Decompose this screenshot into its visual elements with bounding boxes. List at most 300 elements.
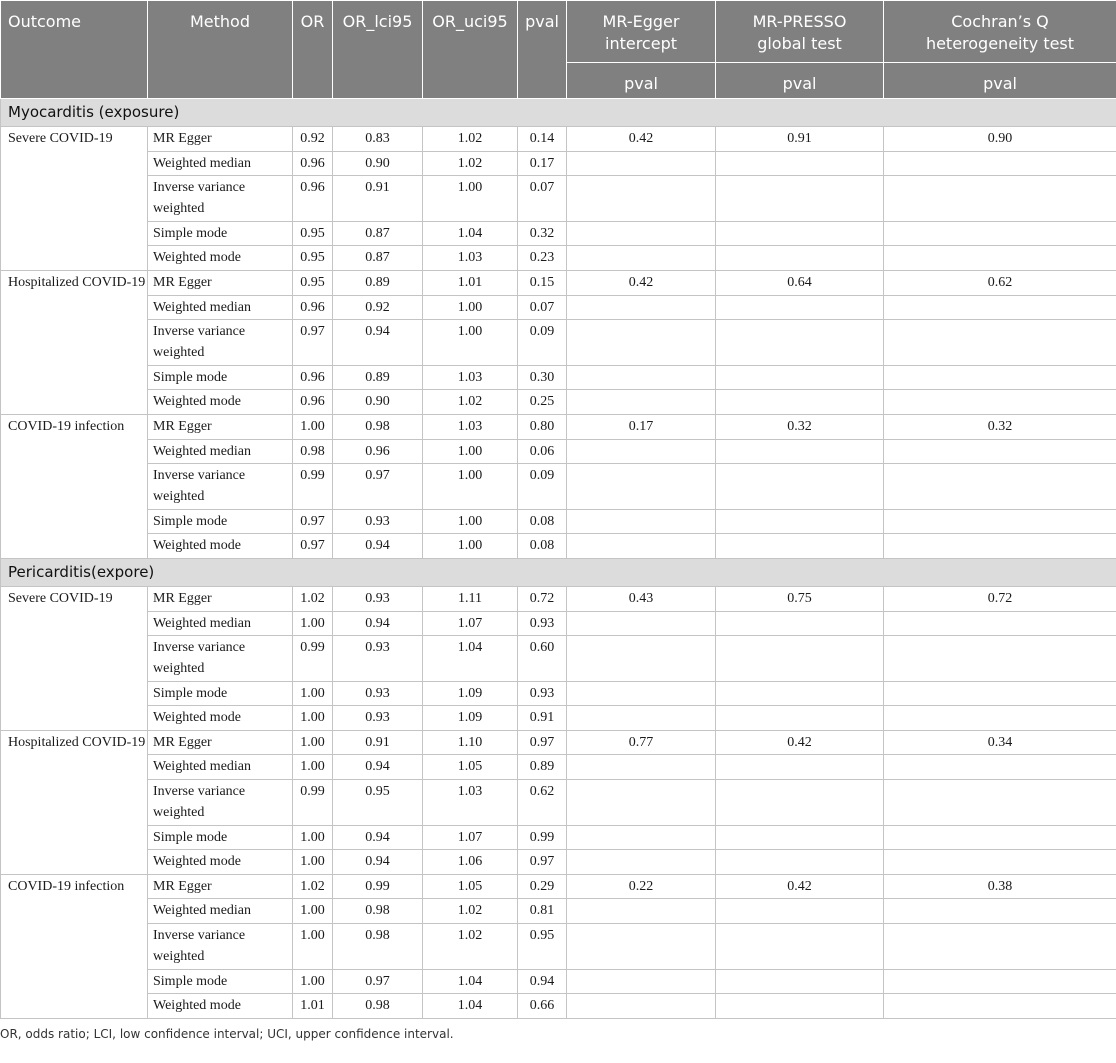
- pval-cell: 0.66: [518, 994, 567, 1019]
- table-row: [1, 899, 1116, 924]
- or-cell: 0.96: [293, 390, 333, 415]
- header-mr-egger-line1: MR-Egger: [602, 12, 680, 31]
- mr-presso-empty-cell: [716, 464, 884, 510]
- mr-egger-empty-cell: [567, 706, 716, 731]
- pval-cell: 0.89: [518, 755, 567, 780]
- or-lci95-cell: 0.98: [333, 994, 423, 1019]
- header-mr-presso-line2: global test: [757, 34, 842, 53]
- mr-egger-empty-cell: [567, 151, 716, 176]
- or-cell: 1.00: [293, 850, 333, 875]
- or-uci95-cell: 1.00: [423, 464, 518, 510]
- or-uci95-cell: 1.10: [423, 730, 518, 755]
- method-cell: Weighted median: [148, 151, 293, 176]
- header-or: OR: [293, 1, 333, 99]
- or-cell: 0.99: [293, 636, 333, 682]
- or-lci95-cell: 0.93: [333, 586, 423, 611]
- mr-egger-empty-cell: [567, 295, 716, 320]
- pval-cell: 0.93: [518, 681, 567, 706]
- cochran-empty-cell: [884, 899, 1116, 924]
- table-row: [1, 730, 1116, 755]
- mr-presso-empty-cell: [716, 365, 884, 390]
- subheader-cochran-pval: pval: [884, 63, 1116, 99]
- table-row: [1, 755, 1116, 780]
- table-row: [1, 365, 1116, 390]
- mr-egger-empty-cell: [567, 924, 716, 970]
- mr-presso-empty-cell: [716, 755, 884, 780]
- cochran-empty-cell: [884, 295, 1116, 320]
- method-cell: MR Egger: [148, 586, 293, 611]
- cochran-empty-cell: [884, 681, 1116, 706]
- cochran-empty-cell: [884, 994, 1116, 1019]
- or-lci95-cell: 0.93: [333, 681, 423, 706]
- mr-egger-empty-cell: [567, 464, 716, 510]
- mr-presso-empty-cell: [716, 924, 884, 970]
- or-uci95-cell: 1.03: [423, 414, 518, 439]
- table-row: [1, 176, 1116, 222]
- or-uci95-cell: 1.05: [423, 755, 518, 780]
- cochran-empty-cell: [884, 176, 1116, 222]
- header-outcome: Outcome: [1, 1, 148, 99]
- cochran-empty-cell: [884, 151, 1116, 176]
- or-cell: 0.96: [293, 151, 333, 176]
- method-cell: MR Egger: [148, 874, 293, 899]
- or-uci95-cell: 1.05: [423, 874, 518, 899]
- table-row: [1, 464, 1116, 510]
- pval-cell: 0.99: [518, 825, 567, 850]
- or-uci95-cell: 1.04: [423, 994, 518, 1019]
- or-cell: 0.96: [293, 365, 333, 390]
- table-row: [1, 874, 1116, 899]
- method-cell: Weighted median: [148, 755, 293, 780]
- cochran-pval-cell: 0.34: [884, 730, 1116, 755]
- or-lci95-cell: 0.94: [333, 611, 423, 636]
- or-cell: 0.96: [293, 176, 333, 222]
- mr-presso-empty-cell: [716, 151, 884, 176]
- footnote: OR, odds ratio; LCI, low confidence interval; UCI, upper confidence interval.: [0, 1026, 454, 1041]
- header-cochran-line1: Cochran’s Q: [951, 12, 1049, 31]
- pval-cell: 0.60: [518, 636, 567, 682]
- mr-egger-empty-cell: [567, 246, 716, 271]
- mr-egger-empty-cell: [567, 176, 716, 222]
- header-mr-presso-line1: MR-PRESSO: [752, 12, 847, 31]
- cochran-empty-cell: [884, 924, 1116, 970]
- method-cell: Weighted mode: [148, 850, 293, 875]
- or-lci95-cell: 0.93: [333, 509, 423, 534]
- or-cell: 0.95: [293, 246, 333, 271]
- mr-egger-pval-cell: 0.42: [567, 127, 716, 152]
- or-uci95-cell: 1.04: [423, 969, 518, 994]
- or-uci95-cell: 1.00: [423, 320, 518, 366]
- cochran-empty-cell: [884, 636, 1116, 682]
- or-lci95-cell: 0.95: [333, 780, 423, 826]
- mr-presso-empty-cell: [716, 320, 884, 366]
- pval-cell: 0.91: [518, 706, 567, 731]
- mr-egger-empty-cell: [567, 825, 716, 850]
- or-uci95-cell: 1.01: [423, 270, 518, 295]
- mr-egger-pval-cell: 0.77: [567, 730, 716, 755]
- or-cell: 1.00: [293, 825, 333, 850]
- table-row: [1, 611, 1116, 636]
- pval-cell: 0.30: [518, 365, 567, 390]
- or-cell: 1.00: [293, 706, 333, 731]
- mr-egger-empty-cell: [567, 850, 716, 875]
- cochran-empty-cell: [884, 390, 1116, 415]
- or-lci95-cell: 0.94: [333, 534, 423, 559]
- mr-presso-empty-cell: [716, 439, 884, 464]
- method-cell: MR Egger: [148, 127, 293, 152]
- section-title: Myocarditis (exposure): [1, 99, 1116, 127]
- table-row: [1, 969, 1116, 994]
- mr-egger-empty-cell: [567, 439, 716, 464]
- or-cell: 1.00: [293, 611, 333, 636]
- pval-cell: 0.97: [518, 730, 567, 755]
- header-mr-presso: [716, 1, 884, 63]
- or-uci95-cell: 1.00: [423, 295, 518, 320]
- mr-presso-empty-cell: [716, 825, 884, 850]
- or-uci95-cell: 1.03: [423, 365, 518, 390]
- method-cell: Weighted median: [148, 611, 293, 636]
- or-lci95-cell: 0.98: [333, 899, 423, 924]
- pval-cell: 0.17: [518, 151, 567, 176]
- mr-egger-empty-cell: [567, 755, 716, 780]
- or-uci95-cell: 1.04: [423, 221, 518, 246]
- method-cell: Weighted mode: [148, 246, 293, 271]
- mr-egger-empty-cell: [567, 534, 716, 559]
- pval-cell: 0.97: [518, 850, 567, 875]
- table-row: [1, 850, 1116, 875]
- method-cell: Simple mode: [148, 969, 293, 994]
- pval-cell: 0.09: [518, 464, 567, 510]
- or-lci95-cell: 0.94: [333, 850, 423, 875]
- or-lci95-cell: 0.87: [333, 221, 423, 246]
- cochran-empty-cell: [884, 221, 1116, 246]
- pval-cell: 0.07: [518, 176, 567, 222]
- table-row: [1, 586, 1116, 611]
- mr-presso-empty-cell: [716, 390, 884, 415]
- header-cochran-line2: heterogeneity test: [925, 34, 1075, 53]
- or-lci95-cell: 0.99: [333, 874, 423, 899]
- pval-cell: 0.23: [518, 246, 567, 271]
- or-cell: 0.95: [293, 270, 333, 295]
- table-row: [1, 295, 1116, 320]
- mr-egger-empty-cell: [567, 636, 716, 682]
- or-cell: 0.95: [293, 221, 333, 246]
- outcome-cell: Severe COVID-19: [1, 586, 148, 730]
- or-lci95-cell: 0.87: [333, 246, 423, 271]
- or-uci95-cell: 1.09: [423, 706, 518, 731]
- mr-egger-pval-cell: 0.42: [567, 270, 716, 295]
- or-lci95-cell: 0.93: [333, 636, 423, 682]
- header-or-lci95: OR_lci95: [333, 1, 423, 99]
- pval-cell: 0.72: [518, 586, 567, 611]
- method-cell: Weighted median: [148, 439, 293, 464]
- or-uci95-cell: 1.02: [423, 899, 518, 924]
- header-or-uci95: OR_uci95: [423, 1, 518, 99]
- or-uci95-cell: 1.02: [423, 390, 518, 415]
- cochran-pval-cell: 0.32: [884, 414, 1116, 439]
- outcome-cell: Severe COVID-19: [1, 127, 148, 271]
- header-method: Method: [148, 1, 293, 99]
- or-uci95-cell: 1.04: [423, 636, 518, 682]
- cochran-empty-cell: [884, 850, 1116, 875]
- table-row: [1, 246, 1116, 271]
- mr-egger-pval-cell: 0.22: [567, 874, 716, 899]
- mr-presso-empty-cell: [716, 681, 884, 706]
- mr-presso-empty-cell: [716, 636, 884, 682]
- cochran-pval-cell: 0.90: [884, 127, 1116, 152]
- mr-egger-empty-cell: [567, 969, 716, 994]
- method-cell: Inverse variance weighted: [148, 464, 293, 510]
- mr-presso-empty-cell: [716, 850, 884, 875]
- table-row: [1, 924, 1116, 970]
- or-lci95-cell: 0.94: [333, 825, 423, 850]
- or-uci95-cell: 1.00: [423, 509, 518, 534]
- or-cell: 1.01: [293, 994, 333, 1019]
- or-cell: 1.02: [293, 586, 333, 611]
- pval-cell: 0.94: [518, 969, 567, 994]
- header-cochran: [884, 1, 1116, 63]
- pval-cell: 0.62: [518, 780, 567, 826]
- mr-presso-empty-cell: [716, 899, 884, 924]
- or-cell: 1.00: [293, 730, 333, 755]
- or-lci95-cell: 0.91: [333, 730, 423, 755]
- method-cell: Simple mode: [148, 681, 293, 706]
- outcome-cell: Hospitalized COVID-19: [1, 730, 148, 874]
- mr-egger-empty-cell: [567, 509, 716, 534]
- table-row: [1, 534, 1116, 559]
- method-cell: Inverse variance weighted: [148, 780, 293, 826]
- mr-egger-empty-cell: [567, 390, 716, 415]
- table-header: [1, 1, 1116, 99]
- cochran-pval-cell: 0.62: [884, 270, 1116, 295]
- or-cell: 1.02: [293, 874, 333, 899]
- or-cell: 0.98: [293, 439, 333, 464]
- mr-presso-empty-cell: [716, 969, 884, 994]
- cochran-empty-cell: [884, 969, 1116, 994]
- pval-cell: 0.25: [518, 390, 567, 415]
- mr-egger-pval-cell: 0.17: [567, 414, 716, 439]
- outcome-cell: Hospitalized COVID-19: [1, 270, 148, 414]
- method-cell: Simple mode: [148, 509, 293, 534]
- mr-egger-empty-cell: [567, 681, 716, 706]
- or-uci95-cell: 1.02: [423, 924, 518, 970]
- method-cell: Weighted median: [148, 899, 293, 924]
- or-uci95-cell: 1.00: [423, 534, 518, 559]
- or-lci95-cell: 0.92: [333, 295, 423, 320]
- cochran-empty-cell: [884, 464, 1116, 510]
- or-lci95-cell: 0.90: [333, 151, 423, 176]
- or-cell: 1.00: [293, 414, 333, 439]
- method-cell: Weighted mode: [148, 390, 293, 415]
- or-cell: 0.97: [293, 509, 333, 534]
- cochran-empty-cell: [884, 706, 1116, 731]
- or-uci95-cell: 1.03: [423, 246, 518, 271]
- or-cell: 0.97: [293, 320, 333, 366]
- or-uci95-cell: 1.09: [423, 681, 518, 706]
- table-row: [1, 681, 1116, 706]
- pval-cell: 0.93: [518, 611, 567, 636]
- method-cell: Weighted mode: [148, 994, 293, 1019]
- table-row: [1, 636, 1116, 682]
- cochran-empty-cell: [884, 439, 1116, 464]
- table-row: [1, 780, 1116, 826]
- or-uci95-cell: 1.03: [423, 780, 518, 826]
- table-row: [1, 127, 1116, 152]
- cochran-empty-cell: [884, 755, 1116, 780]
- method-cell: Inverse variance weighted: [148, 636, 293, 682]
- cochran-empty-cell: [884, 825, 1116, 850]
- method-cell: Inverse variance weighted: [148, 320, 293, 366]
- or-lci95-cell: 0.94: [333, 320, 423, 366]
- method-cell: Simple mode: [148, 221, 293, 246]
- method-cell: Inverse variance weighted: [148, 176, 293, 222]
- or-uci95-cell: 1.07: [423, 825, 518, 850]
- or-lci95-cell: 0.96: [333, 439, 423, 464]
- mr-presso-empty-cell: [716, 176, 884, 222]
- or-uci95-cell: 1.02: [423, 151, 518, 176]
- or-lci95-cell: 0.93: [333, 706, 423, 731]
- pval-cell: 0.08: [518, 509, 567, 534]
- or-uci95-cell: 1.06: [423, 850, 518, 875]
- table-row: [1, 414, 1116, 439]
- cochran-empty-cell: [884, 534, 1116, 559]
- header-mr-egger-line2: intercept: [605, 34, 677, 53]
- outcome-cell: COVID-19 infection: [1, 414, 148, 558]
- mr-presso-empty-cell: [716, 611, 884, 636]
- mr-egger-empty-cell: [567, 320, 716, 366]
- mr-egger-empty-cell: [567, 611, 716, 636]
- or-uci95-cell: 1.07: [423, 611, 518, 636]
- or-uci95-cell: 1.00: [423, 439, 518, 464]
- mr-egger-empty-cell: [567, 899, 716, 924]
- or-cell: 0.96: [293, 295, 333, 320]
- subheader-egger-pval: pval: [567, 63, 716, 99]
- or-cell: 1.00: [293, 969, 333, 994]
- or-lci95-cell: 0.98: [333, 414, 423, 439]
- cochran-empty-cell: [884, 611, 1116, 636]
- method-cell: Weighted mode: [148, 706, 293, 731]
- method-cell: MR Egger: [148, 730, 293, 755]
- pval-cell: 0.07: [518, 295, 567, 320]
- mr-egger-empty-cell: [567, 365, 716, 390]
- mr-presso-empty-cell: [716, 509, 884, 534]
- or-cell: 1.00: [293, 924, 333, 970]
- or-cell: 1.00: [293, 899, 333, 924]
- pval-cell: 0.81: [518, 899, 567, 924]
- pval-cell: 0.29: [518, 874, 567, 899]
- or-lci95-cell: 0.97: [333, 464, 423, 510]
- mr-presso-empty-cell: [716, 221, 884, 246]
- pval-cell: 0.95: [518, 924, 567, 970]
- table-row: [1, 270, 1116, 295]
- or-lci95-cell: 0.89: [333, 270, 423, 295]
- cochran-empty-cell: [884, 246, 1116, 271]
- pval-cell: 0.14: [518, 127, 567, 152]
- or-uci95-cell: 1.02: [423, 127, 518, 152]
- cochran-empty-cell: [884, 320, 1116, 366]
- or-lci95-cell: 0.83: [333, 127, 423, 152]
- pval-cell: 0.80: [518, 414, 567, 439]
- table-body: [1, 99, 1116, 1019]
- cochran-empty-cell: [884, 509, 1116, 534]
- method-cell: Simple mode: [148, 365, 293, 390]
- mr-presso-empty-cell: [716, 780, 884, 826]
- method-cell: MR Egger: [148, 270, 293, 295]
- or-cell: 0.92: [293, 127, 333, 152]
- mr-presso-empty-cell: [716, 706, 884, 731]
- mr-presso-empty-cell: [716, 994, 884, 1019]
- cochran-empty-cell: [884, 365, 1116, 390]
- table-row: [1, 439, 1116, 464]
- section-row: [1, 558, 1116, 586]
- outcome-cell: COVID-19 infection: [1, 874, 148, 1018]
- mr-presso-pval-cell: 0.32: [716, 414, 884, 439]
- or-lci95-cell: 0.94: [333, 755, 423, 780]
- mr-presso-empty-cell: [716, 295, 884, 320]
- or-cell: 0.99: [293, 464, 333, 510]
- mr-presso-pval-cell: 0.64: [716, 270, 884, 295]
- method-cell: Simple mode: [148, 825, 293, 850]
- mr-presso-pval-cell: 0.75: [716, 586, 884, 611]
- or-lci95-cell: 0.90: [333, 390, 423, 415]
- cochran-pval-cell: 0.72: [884, 586, 1116, 611]
- mr-egger-empty-cell: [567, 994, 716, 1019]
- mr-egger-empty-cell: [567, 221, 716, 246]
- or-lci95-cell: 0.89: [333, 365, 423, 390]
- or-cell: 0.99: [293, 780, 333, 826]
- mr-presso-pval-cell: 0.42: [716, 730, 884, 755]
- or-uci95-cell: 1.11: [423, 586, 518, 611]
- mr-presso-empty-cell: [716, 246, 884, 271]
- method-cell: Weighted median: [148, 295, 293, 320]
- or-lci95-cell: 0.98: [333, 924, 423, 970]
- section-row: [1, 99, 1116, 127]
- or-uci95-cell: 1.00: [423, 176, 518, 222]
- header-mr-egger: [567, 1, 716, 63]
- method-cell: Weighted mode: [148, 534, 293, 559]
- subheader-presso-pval: pval: [716, 63, 884, 99]
- table-row: [1, 320, 1116, 366]
- mr-egger-empty-cell: [567, 780, 716, 826]
- pval-cell: 0.08: [518, 534, 567, 559]
- or-lci95-cell: 0.97: [333, 969, 423, 994]
- or-cell: 1.00: [293, 755, 333, 780]
- pval-cell: 0.32: [518, 221, 567, 246]
- table-row: [1, 994, 1116, 1019]
- pval-cell: 0.06: [518, 439, 567, 464]
- mr-presso-empty-cell: [716, 534, 884, 559]
- mr-egger-pval-cell: 0.43: [567, 586, 716, 611]
- method-cell: MR Egger: [148, 414, 293, 439]
- section-title: Pericarditis(expore): [1, 558, 1116, 586]
- method-cell: Inverse variance weighted: [148, 924, 293, 970]
- table-row: [1, 706, 1116, 731]
- cochran-empty-cell: [884, 780, 1116, 826]
- table-row: [1, 151, 1116, 176]
- cochran-pval-cell: 0.38: [884, 874, 1116, 899]
- pval-cell: 0.15: [518, 270, 567, 295]
- or-cell: 0.97: [293, 534, 333, 559]
- pval-cell: 0.09: [518, 320, 567, 366]
- table-row: [1, 390, 1116, 415]
- or-lci95-cell: 0.91: [333, 176, 423, 222]
- table-row: [1, 509, 1116, 534]
- table-row: [1, 825, 1116, 850]
- mr-presso-pval-cell: 0.91: [716, 127, 884, 152]
- table-row: [1, 221, 1116, 246]
- or-cell: 1.00: [293, 681, 333, 706]
- mr-presso-pval-cell: 0.42: [716, 874, 884, 899]
